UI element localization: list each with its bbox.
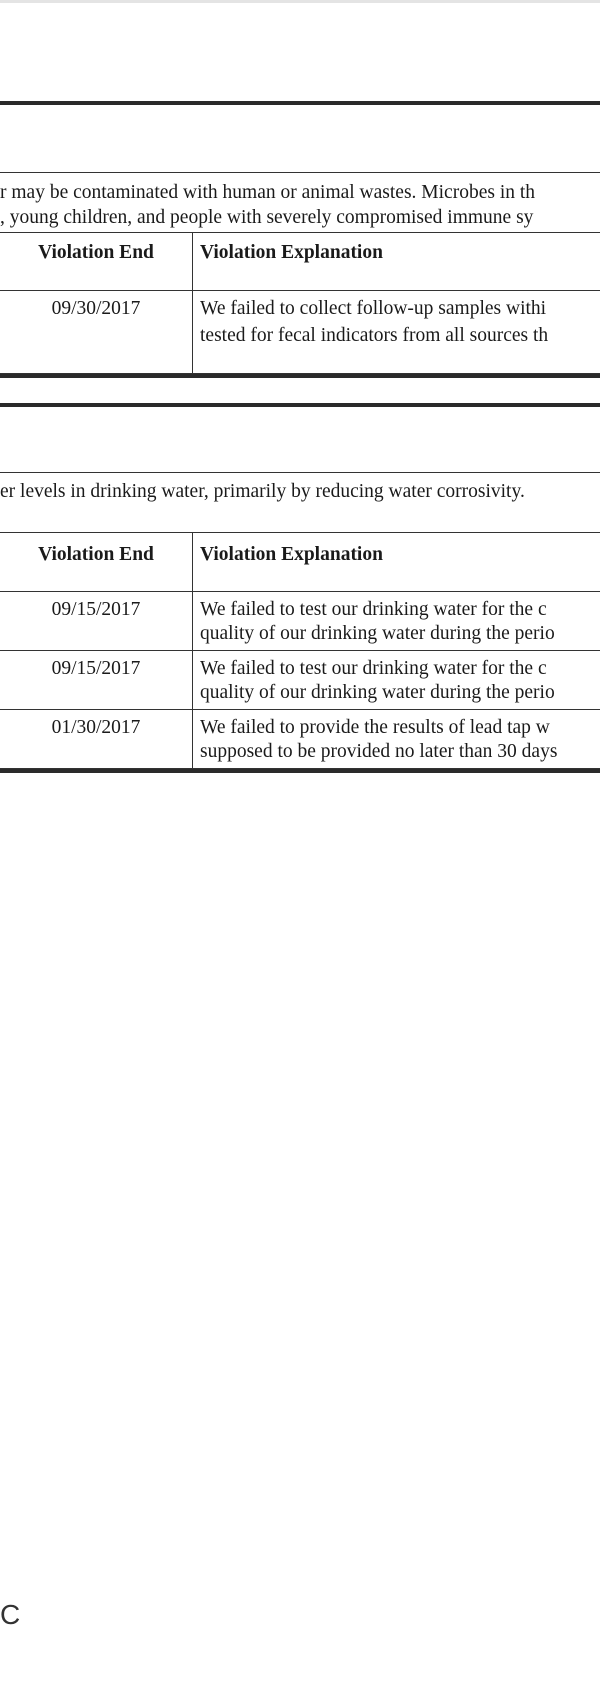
violation-end-date: 01/30/2017 xyxy=(0,710,193,769)
section2-violation-table xyxy=(0,532,600,769)
explanation-line: We failed to collect follow-up samples withi xyxy=(200,298,547,319)
table-row xyxy=(0,710,600,769)
section1-intro-line-2: , young children, and people with severely compromised immune sy xyxy=(0,207,534,228)
table-row xyxy=(0,651,600,710)
section1-table-header xyxy=(0,233,600,291)
violation-end-date: 09/15/2017 xyxy=(0,651,193,710)
section1-intro-rule xyxy=(0,172,600,173)
violation-explanation xyxy=(193,592,600,651)
explanation-line: tested for fecal indicators from all sources th xyxy=(200,325,549,346)
explanation-line: We failed to provide the results of lead tap w xyxy=(200,717,550,738)
section2-header-violation-end: Violation End xyxy=(0,533,193,592)
scan-top-edge xyxy=(0,0,600,3)
violation-end-date: 09/30/2017 xyxy=(0,291,193,374)
section1-header-violation-end: Violation End xyxy=(0,233,193,291)
section2-bottom-rule xyxy=(0,769,600,773)
section1-bottom-rule xyxy=(0,374,600,378)
violation-explanation xyxy=(193,710,600,769)
section1-top-rule xyxy=(0,101,600,105)
violation-explanation xyxy=(193,651,600,710)
section2-table-header xyxy=(0,533,600,592)
explanation-line: We failed to test our drinking water for the c xyxy=(200,658,547,679)
section2-intro-line-1: er levels in drinking water, primarily by reducing water corrosivity. xyxy=(0,481,525,502)
section1-header-violation-explanation: Violation Explanation xyxy=(193,233,600,291)
section2-intro-rule xyxy=(0,472,600,473)
explanation-line: We failed to test our drinking water for the c xyxy=(200,599,547,620)
table-row xyxy=(0,291,600,374)
violation-end-date: 09/15/2017 xyxy=(0,592,193,651)
table-row xyxy=(0,592,600,651)
section2-top-rule xyxy=(0,403,600,407)
violation-explanation xyxy=(193,291,600,374)
section1-intro-line-1: r may be contaminated with human or animal wastes. Microbes in th xyxy=(0,182,536,203)
explanation-line: quality of our drinking water during the perio xyxy=(200,682,555,703)
explanation-line: supposed to be provided no later than 30 days xyxy=(200,741,558,762)
section1-violation-table xyxy=(0,232,600,374)
explanation-line: quality of our drinking water during the perio xyxy=(200,623,555,644)
footer-mark: C xyxy=(0,1599,21,1630)
section2-header-violation-explanation: Violation Explanation xyxy=(193,533,600,592)
